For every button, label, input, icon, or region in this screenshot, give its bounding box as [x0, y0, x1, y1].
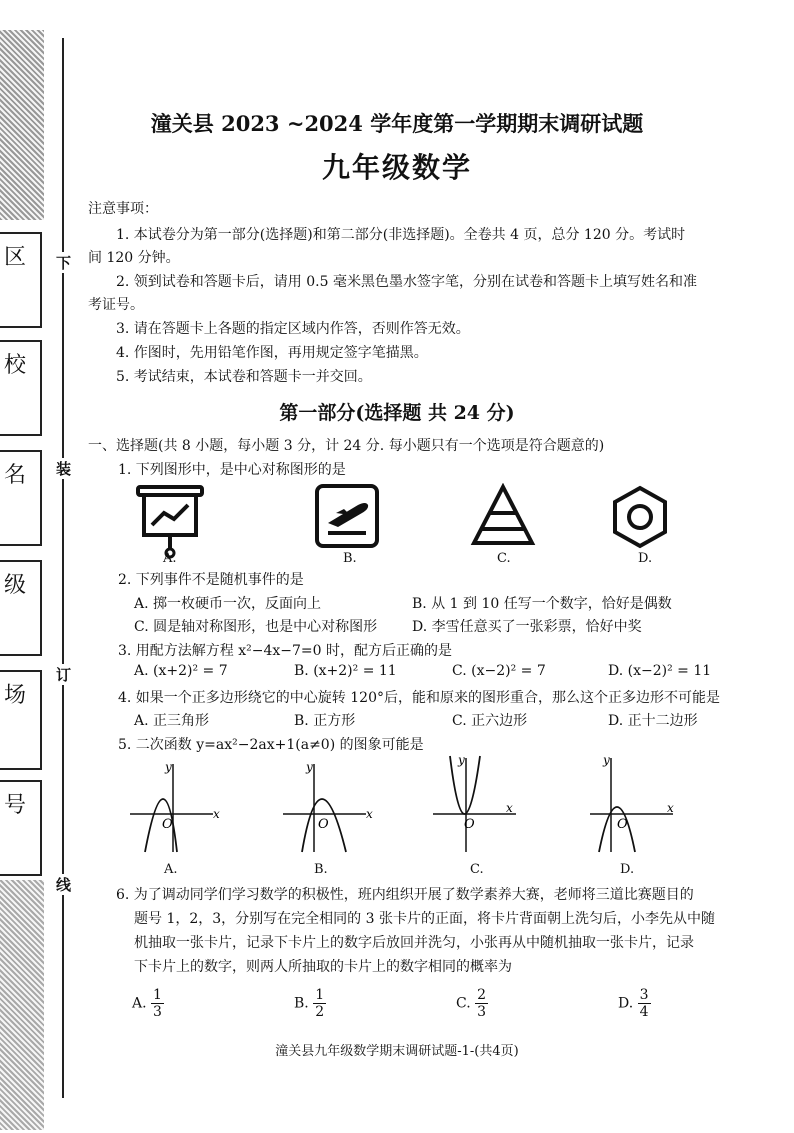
- q6-option-b[interactable]: B. $\frac{1}{2}$: [294, 987, 325, 1020]
- axis-y-label: y: [165, 760, 172, 774]
- q1-option-label: B.: [343, 551, 357, 566]
- binding-mark-zhuang: 装: [56, 460, 72, 478]
- q5-option-label: B.: [314, 862, 328, 877]
- question-6-line: 题号 1，2，3，分别写在完全相同的 3 张卡片的正面，将卡片背面朝上洗匀后，小李先从中随: [134, 911, 715, 927]
- origin-label: O: [464, 817, 475, 832]
- question-3-stem: 3. 用配方法解方程 x²−4x−7=0 时，配方后正确的是: [118, 643, 453, 659]
- exam-subject: 九年级数学: [321, 151, 472, 184]
- q3-option-d[interactable]: D. (x−2)² = 11: [608, 663, 712, 679]
- axis-x-label: x: [506, 801, 513, 815]
- exam-title: 潼关县 2023 ~2024 学年度第一学期期末调研试题: [150, 111, 644, 136]
- fraction: $\frac{1}{2}$: [315, 987, 325, 1020]
- q5-option-label: D.: [620, 862, 635, 877]
- question-6-line: 下卡片上的数字，则两人所抽取的卡片上的数字相同的概率为: [134, 959, 512, 975]
- q2-option-b[interactable]: B. 从 1 到 10 任写一个数字，恰好是偶数: [412, 596, 672, 612]
- q1-option-label: D.: [638, 551, 653, 566]
- field-box-district[interactable]: 区: [0, 232, 42, 328]
- fraction: $\frac{1}{3}$: [153, 987, 162, 1020]
- field-box-name[interactable]: 名: [0, 450, 42, 546]
- q4-option-a[interactable]: A. 正三角形: [134, 713, 210, 729]
- notice-line: 5. 考试结束，本试卷和答题卡一并交回。: [116, 369, 372, 385]
- page-footer: 潼关县九年级数学期末调研试题-1-(共4页): [275, 1044, 519, 1059]
- field-box-number[interactable]: 号: [0, 780, 42, 876]
- origin-label: O: [617, 817, 628, 832]
- q4-option-d[interactable]: D. 正十二边形: [608, 713, 698, 729]
- notice-line: 考证号。: [88, 297, 144, 313]
- notice-line: 间 120 分钟。: [88, 250, 180, 266]
- q2-option-c[interactable]: C. 圆是轴对称图形，也是中心对称图形: [134, 619, 378, 635]
- axis-x-label: x: [366, 807, 373, 821]
- layered-triangle-icon: [470, 483, 536, 547]
- fraction: $\frac{2}{3}$: [477, 987, 487, 1020]
- notice-line: 2. 领到试卷和答题卡后，请用 0.5 毫米黑色墨水签字笔，分别在试卷和答题卡上填写姓名和准: [116, 274, 697, 290]
- notice-line: 1. 本试卷分为第一部分(选择题)和第二部分(非选择题)。全卷共 4 页，总分 120 分。考试时: [116, 227, 686, 243]
- field-box-school[interactable]: 校: [0, 340, 42, 436]
- notice-heading: 注意事项：: [88, 201, 158, 217]
- axis-x-label: x: [213, 807, 220, 821]
- field-box-room[interactable]: 场: [0, 670, 42, 770]
- section-heading: 一、选择题(共 8 小题，每小题 3 分，计 24 分. 每小题只有一个选项是符合题意的): [88, 438, 605, 454]
- q1-option-label: A.: [163, 551, 177, 566]
- q6-option-c[interactable]: C. $\frac{2}{3}$: [456, 987, 487, 1020]
- question-5-stem: 5. 二次函数 y=ax²−2ax+1(a≠0) 的图象可能是: [118, 737, 424, 753]
- q6-option-a[interactable]: A. $\frac{1}{3}$: [132, 987, 162, 1020]
- q4-option-b[interactable]: B. 正方形: [294, 713, 356, 729]
- q5-graph-d: [585, 752, 680, 856]
- q4-option-c[interactable]: C. 正六边形: [452, 713, 528, 729]
- axis-y-label: y: [306, 760, 313, 774]
- notice-line: 4. 作图时，先用铅笔作图，再用规定签字笔描黑。: [116, 345, 428, 361]
- question-6-line: 机抽取一张卡片，记录下卡片上的数字后放回并洗匀，小张再从中随机抽取一张卡片，记录: [134, 935, 694, 951]
- binding-mark-ding: 订: [56, 666, 72, 684]
- binding-mark-xia: 下: [56, 254, 72, 272]
- airplane-takeoff-icon: [314, 483, 380, 549]
- q1-option-label: C.: [497, 551, 511, 566]
- q5-graph-b: [278, 756, 373, 856]
- q3-option-c[interactable]: C. (x−2)² = 7: [452, 663, 546, 679]
- axis-y-label: y: [603, 753, 610, 767]
- question-1-stem: 1. 下列图形中，是中心对称图形的是: [118, 462, 346, 478]
- q2-option-a[interactable]: A. 掷一枚硬币一次，反面向上: [134, 596, 322, 612]
- axis-y-label: y: [458, 753, 465, 767]
- q6-option-d[interactable]: D. $\frac{3}{4}$: [618, 987, 649, 1020]
- q2-option-d[interactable]: D. 李雪任意买了一张彩票，恰好中奖: [412, 619, 642, 635]
- binding-mark-xian: 线: [56, 876, 72, 894]
- q3-option-b[interactable]: B. (x+2)² = 11: [294, 663, 397, 679]
- q5-option-label: A.: [164, 862, 178, 877]
- fraction: $\frac{3}{4}$: [639, 987, 649, 1020]
- part1-heading: 第一部分(选择题 共 24 分): [279, 402, 515, 424]
- origin-label: O: [318, 817, 329, 832]
- q5-graph-a: [125, 756, 220, 856]
- question-4-stem: 4. 如果一个正多边形绕它的中心旋转 120°后，能和原来的图形重合，那么这个正多边形不可能是: [118, 690, 720, 706]
- binding-line: [62, 38, 64, 1098]
- q3-option-a[interactable]: A. (x+2)² = 7: [134, 663, 228, 679]
- question-6-line: 6. 为了调动同学们学习数学的积极性，班内组织开展了数学素养大赛，老师将三道比赛题目的: [116, 887, 694, 903]
- origin-label: O: [162, 817, 173, 832]
- q5-option-label: C.: [470, 862, 484, 877]
- hex-nut-icon: [608, 485, 672, 549]
- q5-graph-c: [428, 752, 523, 856]
- axis-x-label: x: [667, 801, 674, 815]
- question-2-stem: 2. 下列事件不是随机事件的是: [118, 572, 304, 588]
- margin-noise-bottom: [0, 880, 44, 1130]
- notice-line: 3. 请在答题卡上各题的指定区域内作答，否则作答无效。: [116, 321, 470, 337]
- field-box-class[interactable]: 级: [0, 560, 42, 656]
